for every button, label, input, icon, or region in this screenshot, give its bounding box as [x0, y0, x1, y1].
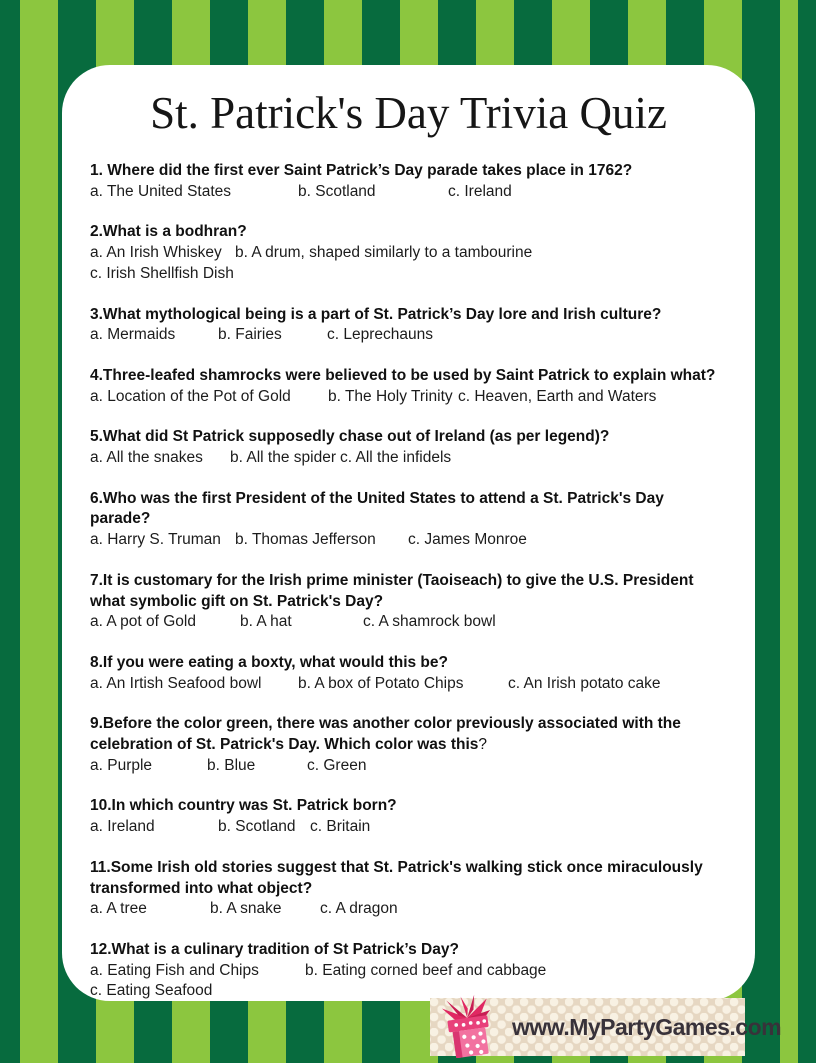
answer-option-c: c. A shamrock bowl	[363, 613, 496, 631]
question-item-3	[90, 305, 727, 346]
answer-option-a: a. A tree	[90, 900, 147, 918]
answer-option-b: b. All the spider	[230, 449, 336, 467]
quiz-card	[62, 65, 755, 1001]
watermark-url: www.MyPartyGames.com	[512, 1013, 782, 1040]
answer-option-c: c. Heaven, Earth and Waters	[458, 387, 657, 405]
question-text: 8.If you were eating a boxty, what would this be?	[90, 653, 448, 671]
answer-option-a: a. Harry S. Truman	[90, 531, 221, 549]
question-text: 5.What did St Patrick supposedly chase out of Ireland (as per legend)?	[90, 428, 610, 446]
question-text: 12.What is a culinary tradition of St Patrick’s Day?	[90, 940, 459, 958]
answer-row	[90, 756, 727, 777]
question-item-6	[90, 489, 727, 551]
answer-option-b: b. Blue	[207, 756, 256, 774]
question-item-7	[90, 571, 727, 633]
answer-option-b: b. The Holy Trinity	[328, 387, 453, 405]
answer-option-b: b. Eating corned beef and cabbage	[305, 961, 547, 979]
question-item-12	[90, 940, 727, 1002]
answer-option-c: c. All the infidels	[340, 449, 452, 467]
answer-row	[90, 325, 727, 346]
answer-option-b: b. A drum, shaped similarly to a tambourine	[235, 244, 533, 262]
answer-option-a: a. Location of the Pot of Gold	[90, 387, 291, 405]
question-item-5	[90, 427, 727, 468]
question-text: 3.What mythological being is a part of St. Patrick’s Day lore and Irish culture?	[90, 305, 662, 323]
answer-option-c: c. Irish Shellfish Dish	[90, 264, 234, 282]
answer-option-b: b. Scotland	[218, 818, 296, 836]
answer-option-a: a. Purple	[90, 756, 153, 774]
answer-row	[90, 899, 727, 920]
answer-option-a: a. An Irtish Seafood bowl	[90, 674, 262, 692]
answer-row	[90, 817, 727, 838]
answer-option-c: c. Eating Seafood	[90, 982, 213, 1000]
answer-option-b: b. A box of Potato Chips	[298, 674, 464, 692]
answer-option-c: c. Britain	[310, 818, 371, 836]
question-list	[90, 161, 727, 1002]
quiz-title: St. Patrick's Day Trivia Quiz	[150, 88, 667, 138]
answer-row	[90, 674, 727, 695]
question-item-8	[90, 653, 727, 694]
answer-row	[90, 612, 727, 633]
answer-option-a: a. The United States	[90, 182, 232, 200]
question-text: 10.In which country was St. Patrick born?	[90, 797, 397, 815]
answer-option-b: b. Scotland	[298, 182, 376, 200]
answer-row	[90, 243, 727, 284]
answer-row	[90, 387, 727, 408]
answer-option-c: c. Green	[307, 756, 367, 774]
answer-row	[90, 182, 727, 203]
answer-row	[90, 448, 727, 469]
answer-option-a: a. A pot of Gold	[90, 613, 196, 631]
answer-option-b: b. A snake	[210, 900, 282, 918]
question-item-1	[90, 161, 727, 202]
question-text: 1. Where did the first ever Saint Patrick’s Day parade takes place in 1762?	[90, 162, 633, 179]
answer-option-c: c. Ireland	[448, 182, 512, 200]
answer-row	[90, 530, 727, 551]
question-item-11	[90, 858, 727, 920]
watermark-banner	[430, 998, 782, 1056]
question-text: 11.Some Irish old stories suggest that St. Patrick's walking stick once miraculously transformed into what object?	[90, 858, 703, 897]
question-item-10	[90, 796, 727, 837]
answer-option-b: b. Thomas Jefferson	[235, 531, 376, 549]
question-item-4	[90, 366, 727, 407]
question-text: 6.Who was the first President of the United States to attend a St. Patrick's Day parade?	[90, 489, 664, 528]
answer-option-b: b. Fairies	[218, 326, 282, 344]
answer-option-a: a. Mermaids	[90, 326, 176, 344]
question-text: 9.Before the color green, there was another color previously associated with the celebration of St. Patrick's Day. Which color was this?	[90, 715, 681, 754]
question-text: 7.It is customary for the Irish prime minister (Taoiseach) to give the U.S. President what symbolic gift on St. Patrick's Day?	[90, 571, 694, 610]
answer-option-c: c. Leprechauns	[327, 326, 433, 344]
answer-option-a: a. An Irish Whiskey	[90, 244, 222, 262]
answer-option-b: b. A hat	[240, 613, 292, 631]
question-item-2	[90, 222, 727, 284]
answer-option-c: c. James Monroe	[408, 531, 527, 549]
gift-icon	[436, 994, 502, 1058]
answer-option-c: c. An Irish potato cake	[508, 674, 661, 692]
question-text: 4.Three-leafed shamrocks were believed to be used by Saint Patrick to explain what?	[90, 366, 716, 384]
answer-option-a: a. Eating Fish and Chips	[90, 961, 259, 979]
question-item-9	[90, 714, 727, 776]
answer-option-a: a. All the snakes	[90, 449, 203, 467]
answer-option-c: c. A dragon	[320, 900, 398, 918]
question-text: 2.What is a bodhran?	[90, 223, 247, 241]
answer-option-a: a. Ireland	[90, 818, 155, 836]
answer-row	[90, 961, 727, 1002]
